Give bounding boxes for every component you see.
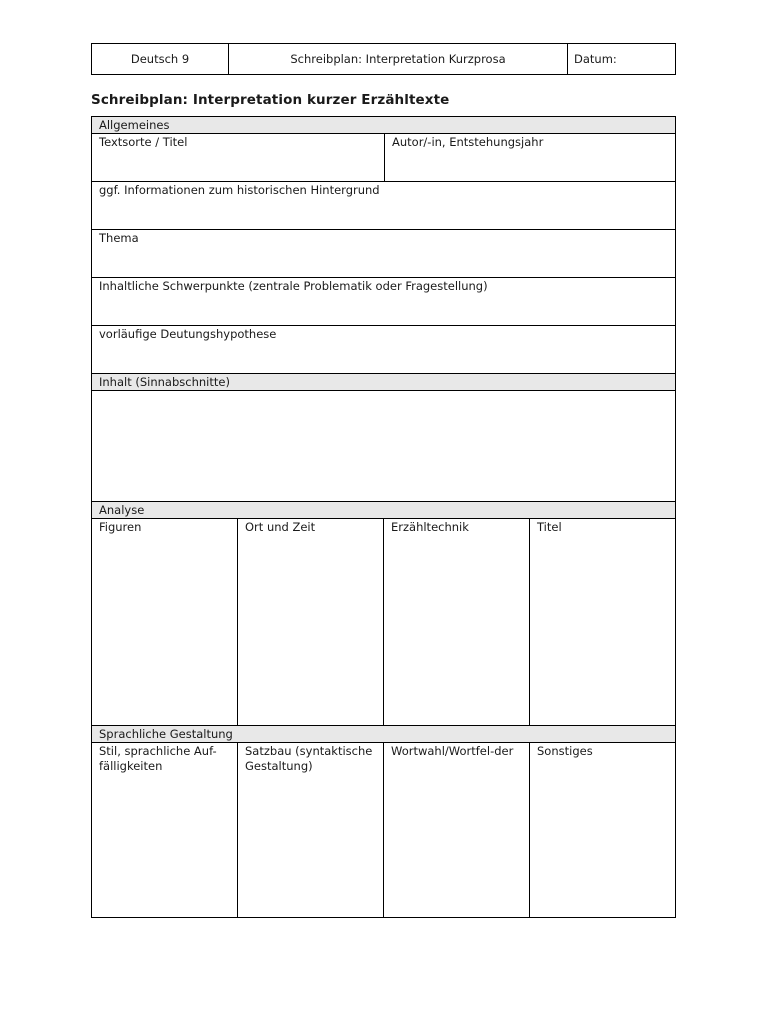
hintergrund-field[interactable]: ggf. Informationen zum historischen Hintergrund (99, 183, 380, 197)
sonstiges-field[interactable]: Sonstiges (537, 744, 593, 758)
writing-plan-form (91, 116, 676, 918)
section-heading-inhalt: Inhalt (Sinnabschnitte) (92, 374, 675, 391)
row-hypothese (92, 326, 675, 374)
worksheet-title-cell: Schreibplan: Interpretation Kurzprosa (229, 44, 568, 74)
section-heading-sprache: Sprachliche Gestaltung (92, 726, 675, 743)
row-textsorte-autor (92, 134, 675, 182)
subject-cell: Deutsch 9 (92, 44, 229, 74)
hypothese-field[interactable]: vorläufige Deutungshypothese (99, 327, 277, 341)
inhalt-field[interactable] (92, 391, 675, 501)
section-heading-analyse: Analyse (92, 502, 675, 519)
section-heading-allgemeines: Allgemeines (92, 117, 675, 134)
textsorte-field[interactable]: Textsorte / Titel (92, 134, 385, 181)
row-thema (92, 230, 675, 278)
row-analyse (92, 519, 675, 726)
wortwahl-field[interactable]: Wortwahl/Wortfel-der (384, 743, 530, 917)
erzaehltechnik-field[interactable]: Erzähltechnik (384, 519, 530, 725)
row-hintergrund (92, 182, 675, 230)
stil-field[interactable]: Stil, sprachliche Auf-fälligkeiten (92, 743, 238, 917)
satzbau-field[interactable]: Satzbau (syntaktische Gestaltung) (238, 743, 384, 917)
header-table (91, 43, 676, 75)
date-field[interactable]: Datum: (574, 52, 617, 66)
row-inhalt (92, 391, 675, 502)
schwerpunkte-field[interactable]: Inhaltliche Schwerpunkte (zentrale Problematik oder Fragestellung) (99, 279, 488, 293)
autor-field[interactable]: Autor/-in, Entstehungsjahr (392, 135, 544, 149)
figuren-field[interactable]: Figuren (92, 519, 238, 725)
row-sprache (92, 743, 675, 918)
titel-field[interactable]: Titel (537, 520, 562, 534)
document-title: Schreibplan: Interpretation kurzer Erzähltexte (91, 92, 450, 108)
row-schwerpunkte (92, 278, 675, 326)
thema-field[interactable]: Thema (99, 231, 139, 245)
ort-zeit-field[interactable]: Ort und Zeit (238, 519, 384, 725)
